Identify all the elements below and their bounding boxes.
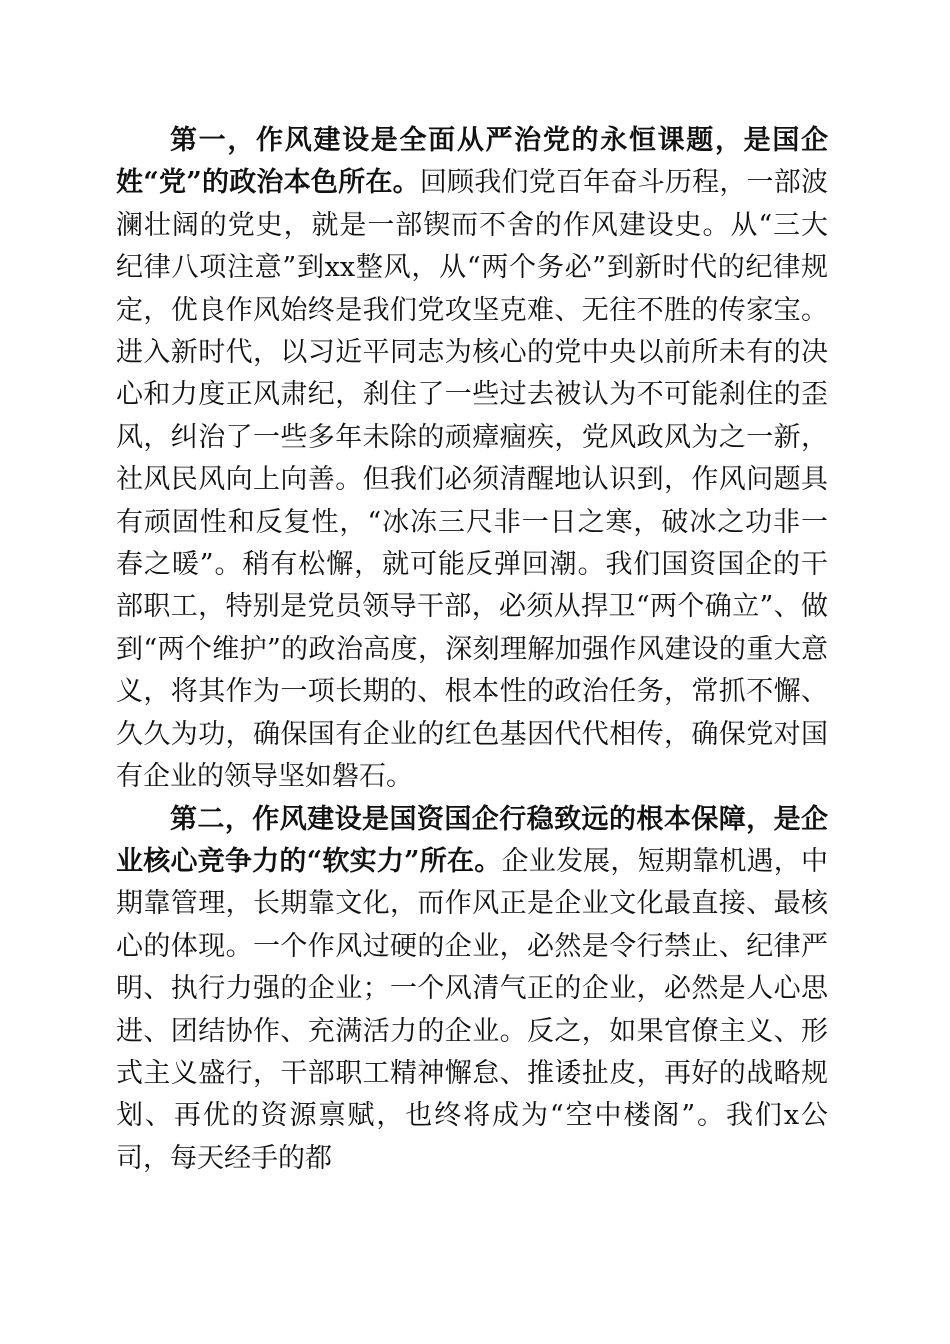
paragraph-1: [116, 120, 828, 799]
document-body: [116, 120, 828, 1180]
paragraph-2-body: 企业发展，短期靠机遇，中期靠管理，长期靠文化，而作风正是企业文化最直接、最核心的体现。一个作风过硬的企业，必然是令行禁止、纪律严明、执行力强的企业；一个风清气正的企业，必然是人心思进、团结协作、充满活力的企业。反之，如果官僚主义、形式主义盛行，干部职工精神懈怠、推诿扯皮，再好的战略规划、再优的资源禀赋，也终将成为“空中楼阁”。我们x公司，每天经手的都: [116, 845, 829, 1174]
paragraph-1-body: 回顾我们党百年奋斗历程，一部波澜壮阔的党史，就是一部锲而不舍的作风建设史。从“三大纪律八项注意”到xx整风，从“两个务必”到新时代的纪律规定，优良作风始终是我们党攻坚克难、无往不胜的传家宝。进入新时代，以习近平同志为核心的党中央以前所未有的决心和力度正风肃纪，刹住了一些过去被认为不可能刹住的歪风，纠治了一些多年未除的顽瘴痼疾，党风政风为之一新，社风民风向上向善。但我们必须清醒地认识到，作风问题具有顽固性和反复性，“冰冻三尺非一日之寒，破冰之功非一春之暖”。稍有松懈，就可能反弹回潮。我们国资国企的干部职工，特别是党员领导干部，必须从捍卫“两个确立”、做到“两个维护”的政治高度，深刻理解加强作风建设的重大意义，将其作为一项长期的、根本性的政治任务，常抓不懈、久久为功，确保国有企业的红色基因代代相传，确保党对国有企业的领导坚如磐石。: [116, 167, 829, 793]
paragraph-2: [116, 799, 828, 1181]
paragraph-1-lead: 第一，作风建设是全面从严治党的永恒课题，是国企姓“党”的政治本色所在。: [116, 125, 828, 199]
paragraph-2-lead: 第二，作风建设是国资国企行稳致远的根本保障，是企业核心竞争力的“软实力”所在。: [116, 803, 828, 877]
